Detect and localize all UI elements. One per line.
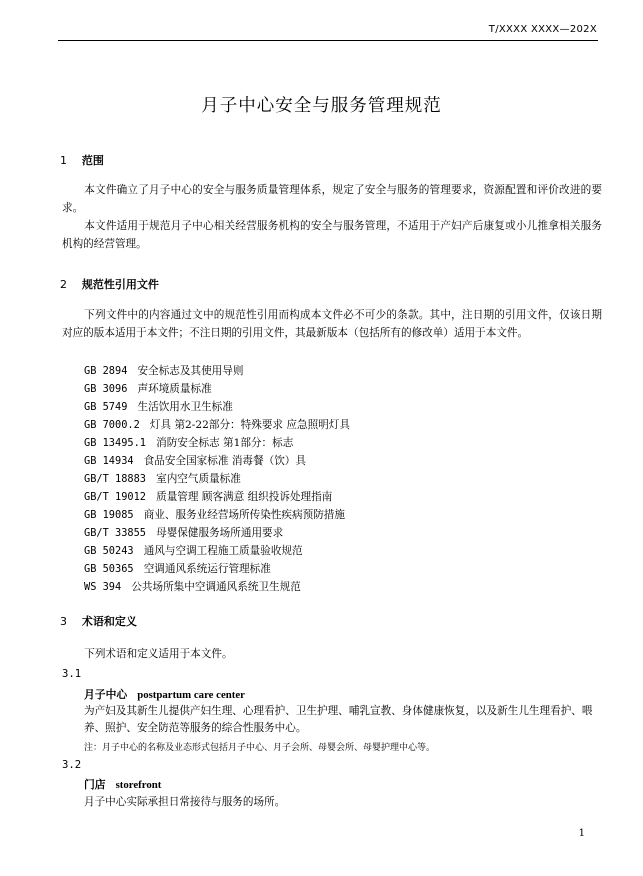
reference-code: GB 50365	[84, 563, 134, 575]
document-title: 月子中心安全与服务管理规范	[201, 96, 442, 116]
term-heading	[84, 687, 245, 702]
reference-title: 质量管理 顾客满意 组织投诉处理指南	[156, 491, 333, 503]
reference-code: WS 394	[84, 581, 122, 593]
reference-code: GB 13495.1	[84, 437, 146, 449]
reference-item	[84, 578, 350, 596]
reference-title: 商业、服务业经营场所传染性疾病预防措施	[143, 509, 345, 521]
reference-code: GB/T 33855	[84, 527, 146, 539]
document-code: T/XXXX XXXX—202X	[488, 24, 597, 35]
reference-item	[84, 416, 350, 434]
reference-title: 空调通风系统运行管理标准	[143, 563, 271, 575]
reference-title: 通风与空调工程施工质量验收规范	[143, 545, 303, 557]
reference-code: GB 50243	[84, 545, 134, 557]
section-title: 范围	[81, 154, 104, 167]
reference-title: 安全标志及其使用导则	[137, 365, 244, 377]
term-number: 3.1	[62, 668, 82, 680]
term-chinese: 门店	[84, 778, 106, 791]
term-heading	[84, 777, 161, 792]
reference-item	[84, 542, 350, 560]
references-intro: 下列文件中的内容通过文中的规范性引用而构成本文件必不可少的条款。其中，注日期的引用文件，仅该日期对应的版本适用于本文件；不注日期的引用文件，其最新版本（包括所有的修改单）适用于本文件。	[62, 309, 602, 339]
scope-paragraph-1: 本文件确立了月子中心的安全与服务质量管理体系，规定了安全与服务的管理要求，资源配置和评价改进的要求。	[62, 184, 602, 214]
section-title: 规范性引用文件	[81, 278, 159, 291]
reference-item	[84, 560, 350, 578]
reference-item	[84, 524, 350, 542]
term-chinese: 月子中心	[84, 688, 128, 701]
reference-item	[84, 488, 350, 506]
term-number: 3.2	[62, 759, 82, 771]
header-rule	[58, 40, 598, 41]
reference-code: GB 2894	[84, 365, 128, 377]
reference-title: 声环境质量标准	[137, 383, 212, 395]
reference-code: GB/T 18883	[84, 473, 146, 485]
section-number: 3	[60, 615, 67, 628]
reference-title: 食品安全国家标准 消毒餐（饮）具	[143, 455, 306, 467]
reference-item	[84, 434, 350, 452]
terms-intro: 下列术语和定义适用于本文件。	[84, 648, 233, 660]
term-definition: 为产妇及其新生儿提供产妇生理、心理看护、卫生护理、哺乳宣教、身体健康恢复，以及新生儿生理看护、喂养、照护、安全防范等服务的综合性服务中心。	[84, 705, 593, 734]
reference-item	[84, 452, 350, 470]
reference-code: GB 19085	[84, 509, 134, 521]
reference-code: GB 3096	[84, 383, 128, 395]
term-note: 注：月子中心的名称及业态形式包括月子中心、月子会所、母婴会所、母婴护理中心等。	[84, 743, 436, 753]
reference-title: 公共场所集中空调通风系统卫生规范	[131, 581, 301, 593]
reference-code: GB/T 19012	[84, 491, 146, 503]
reference-item	[84, 506, 350, 524]
section-number: 2	[60, 278, 67, 291]
reference-list	[84, 362, 350, 596]
section-2-heading	[60, 276, 159, 292]
reference-title: 生活饮用水卫生标准	[137, 401, 233, 413]
reference-title: 消防安全标志 第1部分：标志	[156, 437, 294, 449]
reference-code: GB 14934	[84, 455, 134, 467]
section-3-heading	[60, 613, 137, 629]
reference-item	[84, 470, 350, 488]
reference-title: 室内空气质量标准	[156, 473, 241, 485]
reference-item	[84, 362, 350, 380]
term-english: storefront	[115, 779, 162, 791]
term-definition: 月子中心实际承担日常接待与服务的场所。	[84, 796, 286, 808]
reference-title: 母婴保健服务场所通用要求	[156, 527, 284, 539]
reference-code: GB 5749	[84, 401, 128, 413]
reference-item	[84, 398, 350, 416]
term-english: postpartum care center	[137, 689, 245, 701]
page-number: 1	[578, 828, 585, 839]
section-title: 术语和定义	[81, 615, 137, 628]
reference-title: 灯具 第2-22部分：特殊要求 应急照明灯具	[149, 419, 350, 431]
scope-paragraph-2: 本文件适用于规范月子中心相关经营服务机构的安全与服务管理，不适用于产妇产后康复或小儿推拿相关服务机构的经营管理。	[62, 220, 602, 250]
reference-code: GB 7000.2	[84, 419, 140, 431]
section-1-heading	[60, 152, 104, 168]
reference-item	[84, 380, 350, 398]
section-number: 1	[60, 154, 67, 167]
